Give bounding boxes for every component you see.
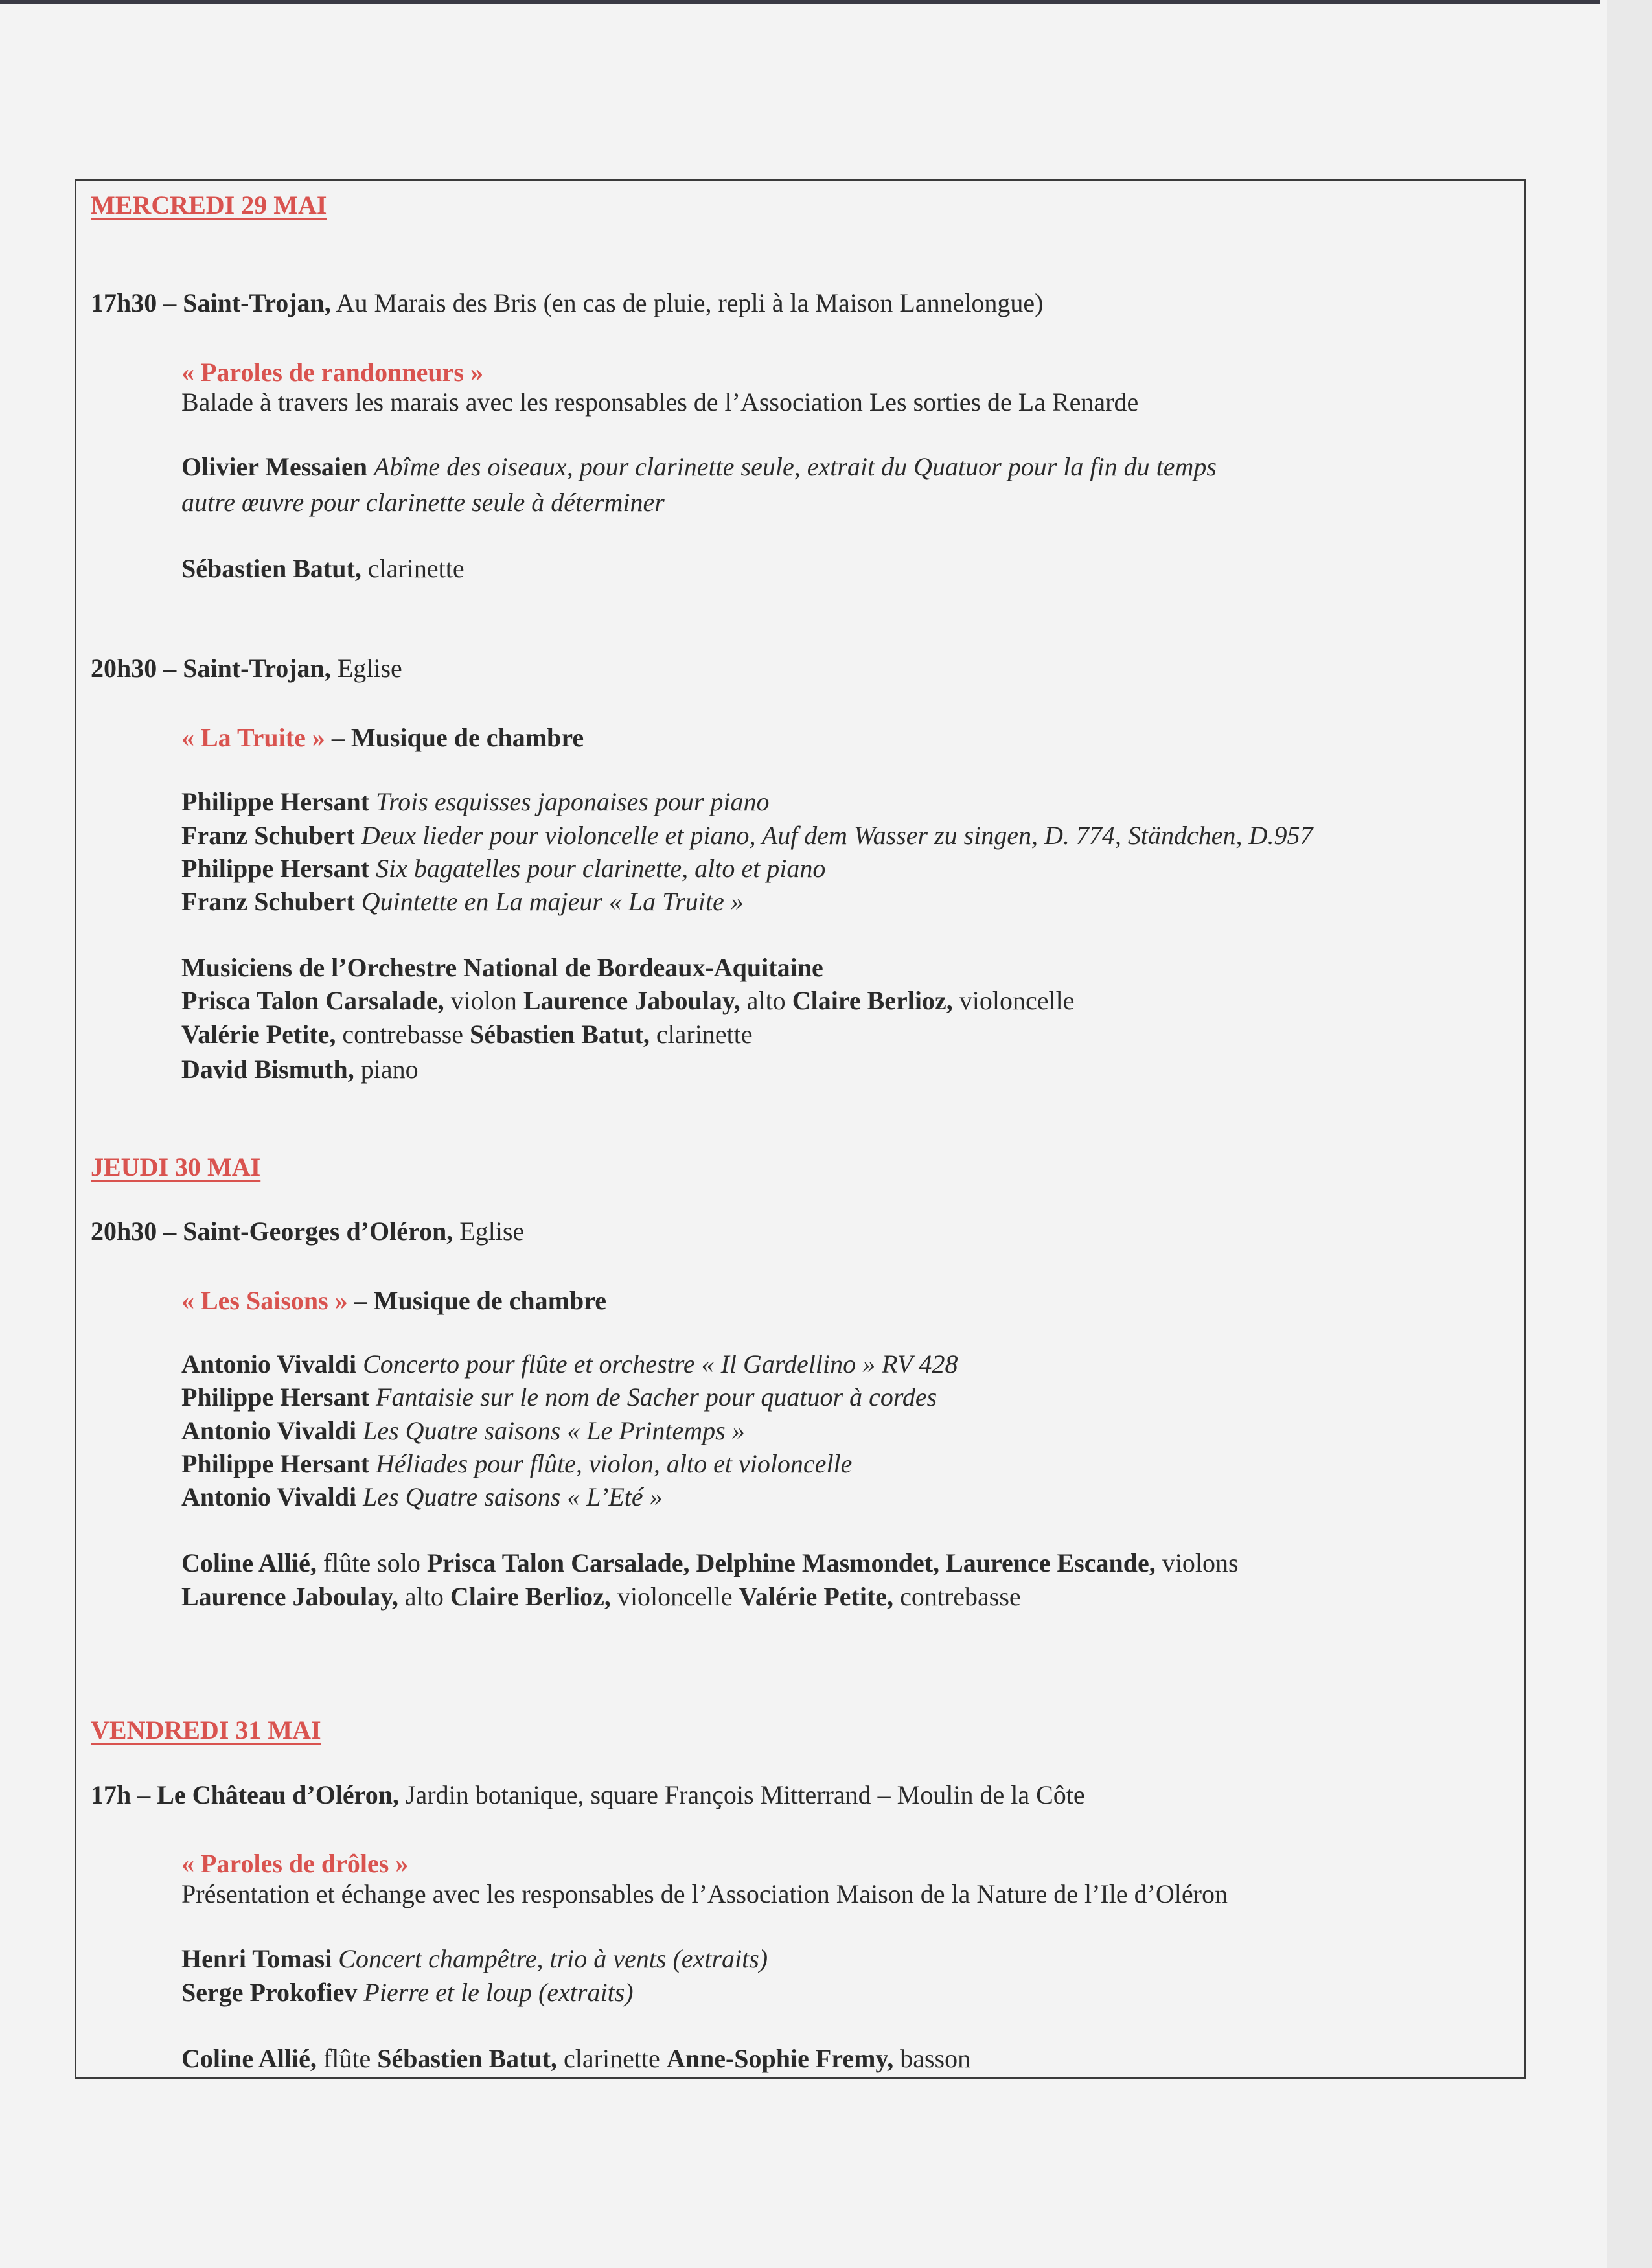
performer-name: Anne-Sophie Fremy,: [666, 2044, 894, 2073]
work-title: Abîme des oiseaux, pour clarinette seule, extrait du Quatuor pour la fin du temps: [374, 452, 1217, 481]
program-title: Paroles de randonneurs: [201, 358, 464, 387]
program-title: Les Saisons: [201, 1286, 328, 1315]
performer-role: flûte: [323, 2044, 371, 2073]
performer-role: alto: [404, 1582, 444, 1611]
performer-role: violoncelle: [617, 1582, 733, 1611]
work-title: Concerto pour flûte et orchestre « Il Gardellino » RV 428: [363, 1349, 958, 1379]
performer-line: [181, 985, 1074, 1017]
performer-role: clarinette: [564, 2044, 660, 2073]
work-line: [181, 1348, 958, 1380]
day-heading-jeudi: JEUDI 30 MAI: [91, 1152, 261, 1182]
event-place: Saint-Georges d’Oléron,: [183, 1217, 453, 1246]
performer-name: Claire Berlioz,: [792, 986, 953, 1015]
work-title: Les Quatre saisons « Le Printemps »: [363, 1416, 745, 1445]
performer-line: [181, 553, 465, 585]
performer-role: violoncelle: [959, 986, 1075, 1015]
performer-line: [181, 1581, 1021, 1613]
performer-name: Prisca Talon Carsalade, Delphine Masmondet, Laurence Escande,: [426, 1548, 1156, 1577]
performer-name: Laurence Jaboulay,: [181, 1582, 398, 1611]
program-title-line: [181, 1848, 408, 1880]
work-title: Les Quatre saisons « L’Eté »: [363, 1482, 663, 1511]
event-header: [91, 1779, 1085, 1811]
work-composer: Philippe Hersant: [181, 854, 370, 883]
performer-name: Laurence Jaboulay,: [523, 986, 740, 1015]
quote-close: »: [312, 723, 325, 752]
quote-close: »: [395, 1849, 409, 1878]
work-composer: Philippe Hersant: [181, 1449, 370, 1478]
work-title: Six bagatelles pour clarinette, alto et piano: [376, 854, 826, 883]
event-description: Présentation et échange avec les responsables de l’Association Maison de la Nature de l’Ile d’Oléron: [181, 1879, 1228, 1908]
performer-name: Sébastien Batut,: [181, 554, 361, 583]
performer-line: [181, 1547, 1239, 1579]
event-venue: Eglise: [337, 654, 402, 683]
performer-line: [181, 1053, 419, 1086]
work-composer: Henri Tomasi: [181, 1944, 332, 1973]
performer-role: clarinette: [367, 554, 465, 583]
work-title: Héliades pour flûte, violon, alto et violoncelle: [376, 1449, 853, 1478]
performer-name: Prisca Talon Carsalade,: [181, 986, 444, 1015]
performer-name: Sébastien Batut,: [470, 1020, 650, 1049]
quote-close: »: [334, 1286, 348, 1315]
work-composer: Franz Schubert: [181, 821, 355, 850]
quote-open: «: [181, 358, 194, 387]
event-venue: Jardin botanique, square François Mitterrand – Moulin de la Côte: [405, 1780, 1085, 1809]
quote-open: «: [181, 1286, 194, 1315]
performer-line: [181, 1018, 753, 1051]
program-title: Paroles de drôles: [201, 1849, 389, 1878]
work-composer: Antonio Vivaldi: [181, 1416, 357, 1445]
event-place: Saint-Trojan,: [183, 654, 331, 683]
event-venue: Au Marais des Bris (en cas de pluie, repli à la Maison Lannelongue): [336, 288, 1044, 317]
quote-open: «: [181, 1849, 194, 1878]
event-header: [91, 652, 402, 685]
event-header: [91, 1215, 524, 1248]
performer-name: Claire Berlioz,: [450, 1582, 611, 1611]
work-line: [181, 1415, 745, 1447]
performer-role: flûte solo: [323, 1548, 420, 1577]
work-line: [181, 1943, 768, 1975]
work-line: [181, 1448, 852, 1480]
page-right-edge: [1607, 0, 1652, 2268]
work-composer: Philippe Hersant: [181, 1382, 370, 1412]
work-title: Trois esquisses japonaises pour piano: [376, 787, 770, 816]
event-time: 20h30 –: [91, 654, 177, 683]
day-heading-mercredi: MERCREDI 29 MAI: [91, 190, 327, 220]
program-title: La Truite: [201, 723, 306, 752]
performer-role: piano: [360, 1055, 419, 1084]
event-header: [91, 287, 1044, 319]
event-time: 20h30 –: [91, 1217, 177, 1246]
work-line: [181, 1976, 634, 2009]
work-title: Pierre et le loup (extraits): [363, 1978, 634, 2007]
performer-role: violons: [1162, 1548, 1239, 1577]
work-composer: Antonio Vivaldi: [181, 1482, 357, 1511]
performer-role: violon: [450, 986, 517, 1015]
event-venue: Eglise: [459, 1217, 525, 1246]
program-title-line: [181, 1285, 606, 1317]
work-line: [181, 819, 1313, 852]
work-line: [181, 853, 825, 885]
work-title: Concert champêtre, trio à vents (extraits): [338, 1944, 768, 1973]
performer-name: Coline Allié,: [181, 2044, 317, 2073]
program-genre: – Musique de chambre: [354, 1286, 607, 1315]
work-line: [181, 786, 770, 818]
performer-name: Coline Allié,: [181, 1548, 317, 1577]
performer-role: clarinette: [656, 1020, 753, 1049]
work-line: [181, 451, 1217, 483]
work-line: [181, 886, 744, 918]
page-top-edge: [0, 0, 1600, 4]
event-description: Balade à travers les marais avec les responsables de l’Association Les sorties de La Renarde: [181, 387, 1139, 417]
quote-open: «: [181, 723, 194, 752]
event-place: Le Château d’Oléron,: [157, 1780, 399, 1809]
program-genre: – Musique de chambre: [331, 723, 584, 752]
work-composer: Olivier Messaien: [181, 452, 367, 481]
performer-line: [181, 2043, 970, 2075]
event-time: 17h –: [91, 1780, 151, 1809]
performer-role: basson: [900, 2044, 971, 2073]
ensemble-name: Musiciens de l’Orchestre National de Bordeaux-Aquitaine: [181, 953, 823, 982]
work-composer: Serge Prokofiev: [181, 1978, 358, 2007]
performer-name: David Bismuth,: [181, 1055, 354, 1084]
work-title: Quintette en La majeur « La Truite »: [361, 887, 744, 916]
work-composer: Franz Schubert: [181, 887, 355, 916]
work-line: [181, 1381, 937, 1414]
day-heading-vendredi: VENDREDI 31 MAI: [91, 1715, 321, 1745]
quote-close: »: [470, 358, 483, 387]
work-title: Fantaisie sur le nom de Sacher pour quatuor à cordes: [376, 1382, 937, 1412]
work-title: Deux lieder pour violoncelle et piano, Auf dem Wasser zu singen, D. 774, Ständchen, D.957: [361, 821, 1313, 850]
program-title-line: [181, 722, 584, 754]
program-frame: [75, 179, 1526, 2079]
performer-name: Sébastien Batut,: [377, 2044, 558, 2073]
performer-name: Valérie Petite,: [181, 1020, 336, 1049]
work-composer: Philippe Hersant: [181, 787, 370, 816]
program-title-line: [181, 356, 483, 389]
performer-role: contrebasse: [900, 1582, 1021, 1611]
performer-role: alto: [746, 986, 786, 1015]
event-time: 17h30 –: [91, 288, 177, 317]
work-composer: Antonio Vivaldi: [181, 1349, 357, 1379]
work-line: [181, 1481, 663, 1513]
event-place: Saint-Trojan,: [183, 288, 331, 317]
performer-name: Valérie Petite,: [739, 1582, 894, 1611]
performer-role: contrebasse: [342, 1020, 463, 1049]
work-title: autre œuvre pour clarinette seule à déterminer: [181, 488, 665, 517]
